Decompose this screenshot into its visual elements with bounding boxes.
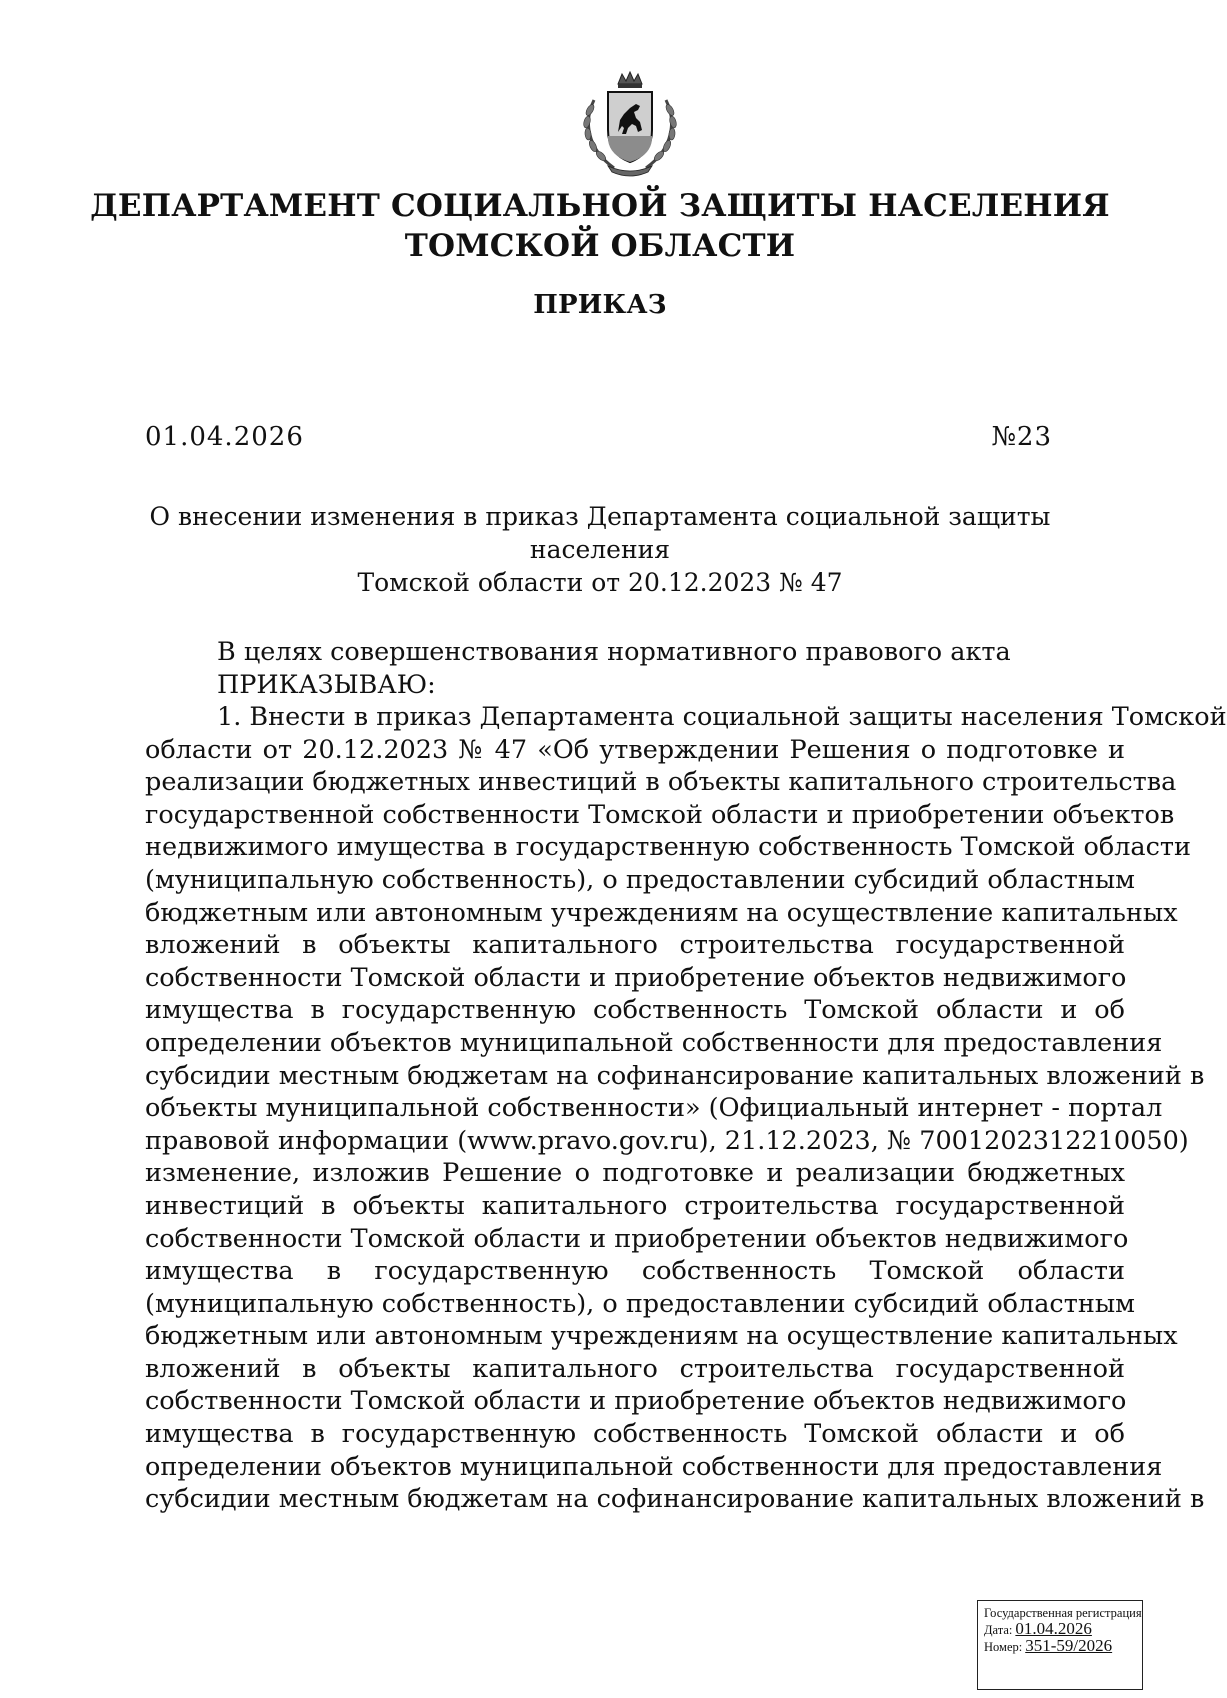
body-line: определении объектов муниципальной собственности для предоставления bbox=[145, 1027, 1163, 1058]
body-line: (муниципальную собственность), о предоставлении субсидий областным bbox=[145, 864, 1135, 895]
registration-stamp bbox=[977, 1600, 1143, 1690]
registration-date: 01.04.2026 bbox=[1015, 1619, 1092, 1638]
body-line: субсидии местным бюджетам на софинансирование капитальных вложений в bbox=[145, 1060, 1205, 1091]
body-line: вложений в объекты капитального строительства государственной bbox=[145, 1353, 1125, 1384]
body-line: субсидии местным бюджетам на софинансирование капитальных вложений в bbox=[145, 1484, 1205, 1515]
body-line: недвижимого имущества в государственную собственность Томской области bbox=[145, 832, 1192, 863]
document-type: ПРИКАЗ bbox=[533, 290, 667, 320]
body-line: вложений в объекты капитального строительства государственной bbox=[145, 930, 1125, 961]
body-line: реализации бюджетных инвестиций в объекты капитального строительства bbox=[145, 767, 1177, 798]
body-line: инвестиций в объекты капитального строительства государственной bbox=[145, 1190, 1125, 1221]
body-line: собственности Томской области и приобретение объектов недвижимого bbox=[145, 962, 1127, 993]
body-line: правовой информации (www.pravo.gov.ru), 21.12.2023, № 7001202312210050) bbox=[145, 1125, 1189, 1156]
department-title: ДЕПАРТАМЕНТ СОЦИАЛЬНОЙ ЗАЩИТЫ НАСЕЛЕНИЯ bbox=[90, 188, 1110, 224]
intro-block bbox=[145, 636, 1125, 701]
body-line: изменение, изложив Решение о подготовке и реализации бюджетных bbox=[145, 1158, 1125, 1189]
purpose-text: В целях совершенствования нормативного правового акта bbox=[217, 637, 1011, 667]
subject-line: Томской области от 20.12.2023 № 47 bbox=[357, 568, 843, 597]
body-line: имущества в государственную собственность Томской области и об bbox=[145, 995, 1125, 1026]
order-word: ПРИКАЗЫВАЮ: bbox=[217, 669, 436, 700]
department-region: ТОМСКОЙ ОБЛАСТИ bbox=[404, 228, 796, 264]
order-subject bbox=[145, 500, 1055, 599]
body-line: (муниципальную собственность), о предоставлении субсидий областным bbox=[145, 1288, 1135, 1319]
body-line: имущества в государственную собственность Томской области и об bbox=[145, 1419, 1125, 1450]
subject-line: О внесении изменения в приказ Департамента социальной защиты населения bbox=[149, 502, 1051, 564]
body-line: бюджетным или автономным учреждениям на осуществление капитальных bbox=[145, 897, 1178, 928]
tomsk-coat-of-arms-icon bbox=[574, 70, 686, 176]
order-date: 01.04.2026 bbox=[145, 422, 304, 452]
body-line: бюджетным или автономным учреждениям на осуществление капитальных bbox=[145, 1321, 1178, 1352]
body-line: собственности Томской области и приобретении объектов недвижимого bbox=[145, 1223, 1129, 1254]
body-line: собственности Томской области и приобретение объектов недвижимого bbox=[145, 1386, 1127, 1417]
order-body bbox=[145, 701, 1227, 1516]
body-line: области от 20.12.2023 № 47 «Об утверждении Решения о подготовке и bbox=[145, 734, 1125, 765]
body-line: определении объектов муниципальной собственности для предоставления bbox=[145, 1451, 1163, 1482]
body-line: 1. Внести в приказ Департамента социальной защиты населения Томской bbox=[217, 702, 1227, 732]
body-line: государственной собственности Томской области и приобретении объектов bbox=[145, 799, 1175, 830]
registration-number: 351-59/2026 bbox=[1025, 1636, 1113, 1655]
body-line: имущества в государственную собственность Томской области bbox=[145, 1256, 1125, 1287]
registration-date-label: Дата: bbox=[984, 1623, 1013, 1637]
registration-number-label: Номер: bbox=[984, 1640, 1023, 1654]
registration-title: Государственная регистрация bbox=[984, 1606, 1142, 1620]
order-number: №23 bbox=[991, 422, 1052, 452]
body-line: объекты муниципальной собственности» (Официальный интернет - портал bbox=[145, 1093, 1163, 1124]
